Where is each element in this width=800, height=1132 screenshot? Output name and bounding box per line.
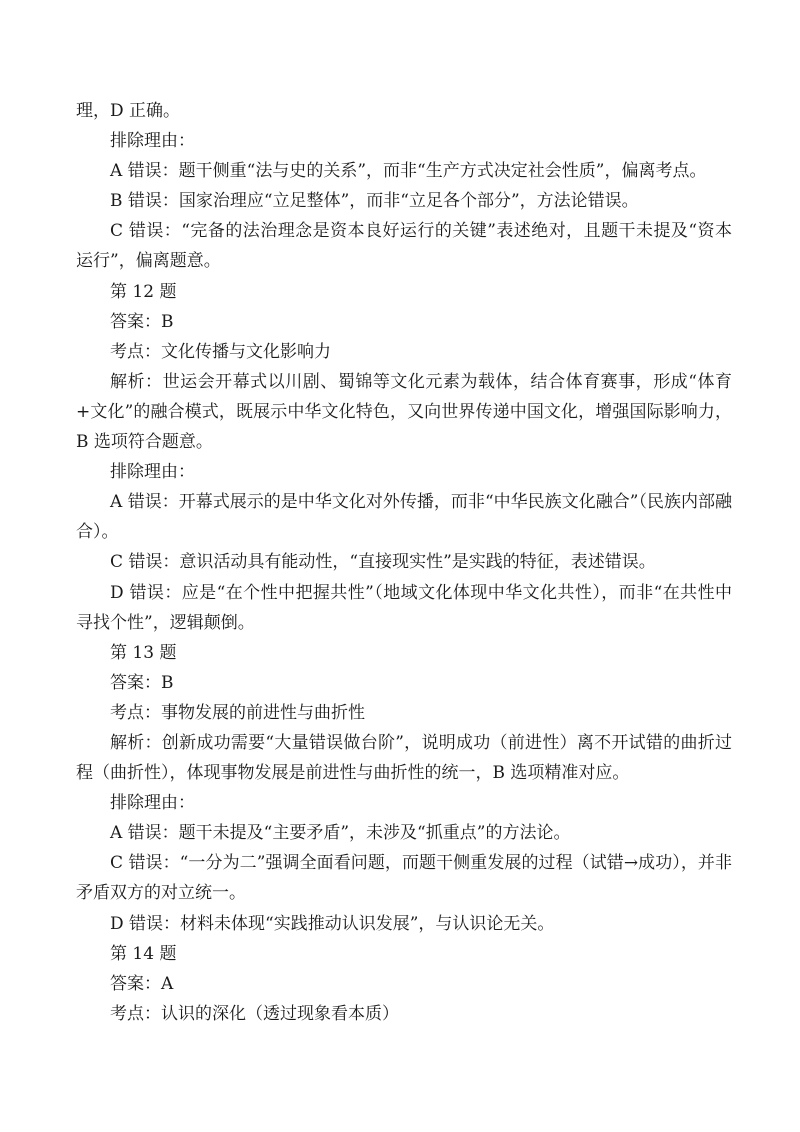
option-d-explanation: D 错误：材料未体现“实践推动认识发展”，与认识论无关。 — [110, 913, 555, 934]
option-c-explanation: C 错误：“完备的法治理念是资本良好运行的关键”表述绝对，且题干未提及“资本运行”，偏离题意。 — [76, 221, 732, 272]
question-number: 第 14 题 — [110, 943, 177, 964]
option-c-explanation: C 错误：意识活动具有能动性，“直接现实性”是实践的特征，表述错误。 — [110, 552, 656, 573]
question-number: 第 12 题 — [110, 281, 177, 302]
question-number: 第 13 题 — [110, 642, 177, 663]
document-body — [76, 96, 732, 1029]
analysis-paragraph: 解析：创新成功需要“大量错误做台阶”，说明成功（前进性）离不开试错的曲折过程（曲折性），体现事物发展是前进性与曲折性的统一，B 选项精准对应。 — [76, 732, 732, 784]
exclusion-heading: 排除理由： — [110, 131, 195, 152]
topic-line: 考点：事物发展的前进性与曲折性 — [110, 702, 365, 723]
option-c-explanation: C 错误：“一分为二”强调全面看问题，而题干侧重发展的过程（试错→成功），并非矛盾双方的对立统一。 — [76, 853, 732, 904]
topic-line: 考点：文化传播与文化影响力 — [110, 341, 331, 362]
topic-line: 考点：认识的深化（透过现象看本质） — [110, 1003, 399, 1024]
paragraph: 理，D 正确。 — [76, 101, 181, 121]
answer-line: 答案：B — [110, 311, 174, 332]
answer-line: 答案：A — [110, 973, 174, 994]
option-a-explanation: A 错误：题干未提及“主要矛盾”，未涉及“抓重点”的方法论。 — [110, 823, 571, 844]
option-b-explanation: B 错误：国家治理应“立足整体”，而非“立足各个部分”，方法论错误。 — [110, 191, 639, 212]
exclusion-heading: 排除理由： — [110, 793, 195, 814]
exclusion-heading: 排除理由： — [110, 462, 195, 483]
option-a-explanation: A 错误：开幕式展示的是中华文化对外传播，而非“中华民族文化融合”（民族内部融合）。 — [76, 492, 732, 543]
option-a-explanation: A 错误：题干侧重“法与史的关系”，而非“生产方式决定社会性质”，偏离考点。 — [110, 161, 707, 182]
option-d-explanation: D 错误：应是“在个性中把握共性”（地域文化体现中华文化共性），而非“在共性中寻找个性”，逻辑颠倒。 — [76, 582, 732, 633]
analysis-paragraph: 解析：世运会开幕式以川剧、蜀锦等文化元素为载体，结合体育赛事，形成“体育+文化”的融合模式，既展示中华文化特色，又向世界传递中国文化，增强国际影响力，B 选项符合题意。 — [76, 371, 732, 453]
answer-line: 答案：B — [110, 672, 174, 693]
